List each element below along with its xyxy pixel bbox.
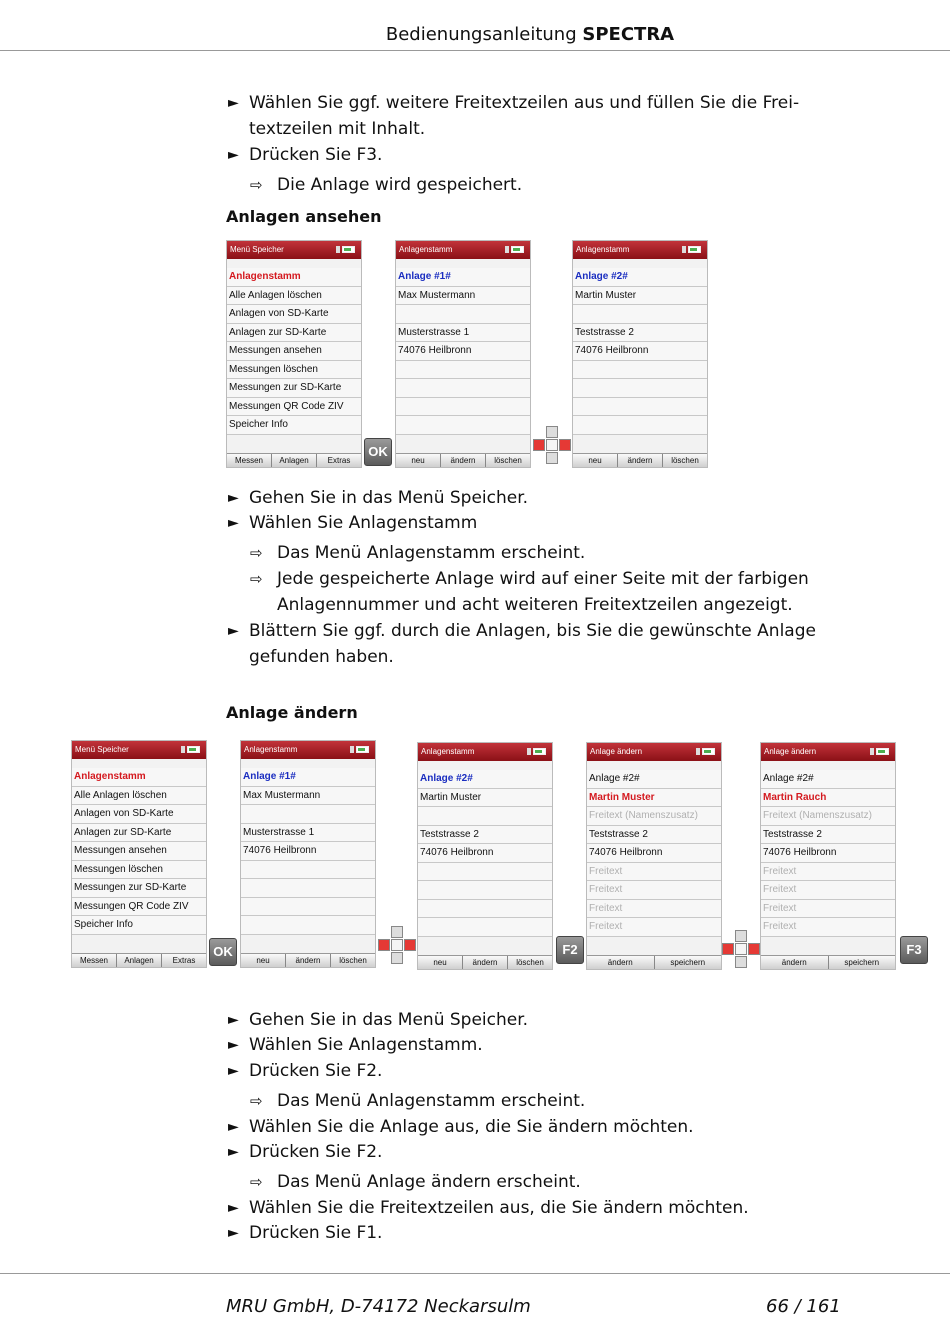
list-item: Anlage #2# (761, 770, 895, 789)
softkey-label: Anlagen (272, 454, 317, 467)
softkey-label: ändern (761, 956, 829, 969)
list-item: Anlage #1# (396, 268, 530, 287)
list-item: Max Mustermann (396, 287, 530, 306)
screen-title-text: Anlagenstamm (399, 245, 453, 254)
list-item: 74076 Heilbronn (418, 844, 552, 863)
list-item: Freitext (761, 881, 895, 900)
header-title: Bedienungsanleitung SPECTRA (385, 24, 675, 45)
dpad-icon (722, 930, 760, 968)
screen-anlagenstamm-2 (572, 240, 708, 468)
ok-key-icon: OK (364, 438, 392, 466)
instruction-step (228, 1058, 828, 1084)
list-item: 74076 Heilbronn (761, 844, 895, 863)
list-item: Messungen löschen (227, 361, 361, 380)
instruction-step (228, 1007, 828, 1033)
list-item (241, 805, 375, 824)
signal-icon (350, 746, 354, 753)
instruction-result (250, 1169, 830, 1195)
battery-icon (702, 748, 715, 755)
signal-icon (181, 746, 185, 753)
softkey-label: Messen (72, 954, 117, 967)
step-text: Die Anlage wird gespeichert. (277, 175, 523, 195)
screen-title (241, 741, 375, 759)
softkey-label: ändern (441, 454, 486, 467)
list-item: Anlage #1# (241, 768, 375, 787)
screen-title (72, 741, 206, 759)
list-item (573, 305, 707, 324)
list-item (418, 863, 552, 882)
triangle-right-icon: ► (228, 95, 239, 111)
list-item (396, 416, 530, 435)
list-item: Anlage #2# (418, 770, 552, 789)
step-text: Wählen Sie die Anlage aus, die Sie ändern möchten. (249, 1117, 694, 1137)
softkey-bar (573, 453, 707, 467)
screen-title-text: Anlagenstamm (421, 747, 475, 756)
screen-list (241, 768, 375, 935)
softkey-label: ändern (618, 454, 663, 467)
softkey-bar (761, 955, 895, 969)
step-text: Wählen Sie ggf. weitere Freitextzeilen aus und füllen Sie die Frei-textzeilen mit Inhalt. (249, 93, 800, 139)
softkey-label: neu (396, 454, 441, 467)
signal-icon (336, 246, 340, 253)
triangle-right-icon: ► (228, 1225, 239, 1241)
list-item: 74076 Heilbronn (587, 844, 721, 863)
step-text: Das Menü Anlagenstamm erscheint. (277, 1091, 586, 1111)
signal-icon (527, 748, 531, 755)
list-item (418, 900, 552, 919)
signal-icon (696, 748, 700, 755)
list-item: Musterstrasse 1 (241, 824, 375, 843)
footer-page-number: 66 / 161 (766, 1296, 841, 1317)
instruction-result (250, 172, 830, 198)
list-item (418, 807, 552, 826)
instruction-result (250, 566, 830, 618)
softkey-label: löschen (494, 456, 522, 465)
list-item: Messungen zur SD-Karte (72, 879, 206, 898)
list-item: Anlagen von SD-Karte (72, 805, 206, 824)
softkey-bar (72, 953, 206, 967)
step-text: Wählen Sie Anlagenstamm (249, 513, 478, 533)
screen-list (227, 268, 361, 435)
step-text: Das Menü Anlage ändern erscheint. (277, 1172, 581, 1192)
softkey-label: ändern (587, 956, 655, 969)
softkey-bar (241, 953, 375, 967)
list-item: 74076 Heilbronn (396, 342, 530, 361)
softkey-label: Anlagen (117, 954, 162, 967)
list-item: Freitext (587, 900, 721, 919)
battery-icon (356, 746, 369, 753)
list-item: Martin Muster (573, 287, 707, 306)
triangle-right-icon: ► (228, 1119, 239, 1135)
arrow-right-outline-icon: ⇨ (250, 1092, 263, 1110)
list-item: Freitext (Namenszusatz) (587, 807, 721, 826)
screen-title-text: Anlagenstamm (576, 245, 630, 254)
softkey-bar (587, 955, 721, 969)
list-item: Anlagenstamm (227, 268, 361, 287)
list-item: Messungen zur SD-Karte (227, 379, 361, 398)
screen-anlagenstamm-2b (417, 742, 553, 970)
list-item: Teststrasse 2 (573, 324, 707, 343)
list-item: Freitext (587, 881, 721, 900)
list-item (396, 361, 530, 380)
screen-title-text: Anlage ändern (764, 747, 817, 756)
list-item: Max Mustermann (241, 787, 375, 806)
list-item: Anlagenstamm (72, 768, 206, 787)
instruction-step (228, 90, 828, 142)
list-item: Anlagen von SD-Karte (227, 305, 361, 324)
softkey-label: Extras (172, 956, 196, 965)
softkey-bar (227, 453, 361, 467)
softkey-label: Messen (227, 454, 272, 467)
softkey-label: löschen (516, 958, 544, 967)
list-item: Freitext (761, 863, 895, 882)
step-text: Gehen Sie in das Menü Speicher. (249, 1010, 529, 1030)
list-item (241, 898, 375, 917)
list-item: Freitext (587, 918, 721, 937)
list-item: 74076 Heilbronn (241, 842, 375, 861)
screen-title-text: Menü Speicher (75, 745, 129, 754)
instruction-step (228, 1220, 828, 1246)
softkey-label: löschen (671, 456, 699, 465)
triangle-right-icon: ► (228, 623, 239, 639)
list-item: 74076 Heilbronn (573, 342, 707, 361)
list-item: Anlagen zur SD-Karte (227, 324, 361, 343)
softkey-bar (396, 453, 530, 467)
softkey-label: neu (418, 956, 463, 969)
instruction-step (228, 1139, 828, 1165)
screen-title (227, 241, 361, 259)
triangle-right-icon: ► (228, 147, 239, 163)
step-text: Gehen Sie in das Menü Speicher. (249, 488, 529, 508)
signal-icon (505, 246, 509, 253)
dpad-icon (533, 426, 571, 464)
list-item: Alle Anlagen löschen (72, 787, 206, 806)
list-item: Freitext (761, 900, 895, 919)
instruction-step (228, 1114, 828, 1140)
list-item: Teststrasse 2 (587, 826, 721, 845)
battery-icon (511, 246, 524, 253)
list-item: Messungen QR Code ZIV (227, 398, 361, 417)
battery-icon (688, 246, 701, 253)
list-item: Speicher Info (227, 416, 361, 435)
f3-key-icon: F3 (900, 936, 928, 964)
triangle-right-icon: ► (228, 1063, 239, 1079)
softkey-label: Extras (327, 456, 351, 465)
list-item: Teststrasse 2 (761, 826, 895, 845)
step-text: Drücken Sie F1. (249, 1223, 383, 1243)
page-header (0, 0, 950, 52)
arrow-right-outline-icon: ⇨ (250, 544, 263, 562)
screen-anlagenstamm-1b (240, 740, 376, 968)
triangle-right-icon: ► (228, 515, 239, 531)
list-item (573, 416, 707, 435)
list-item (396, 305, 530, 324)
screen-title-text: Menü Speicher (230, 245, 284, 254)
instruction-step (228, 1195, 828, 1221)
signal-icon (682, 246, 686, 253)
list-item (418, 881, 552, 900)
softkey-label: speichern (844, 958, 880, 967)
screen-menu-speicher-2 (71, 740, 207, 968)
softkey-label: speichern (670, 958, 706, 967)
list-item: Martin Muster (418, 789, 552, 808)
list-item: Freitext (761, 918, 895, 937)
step-text: Drücken Sie F3. (249, 145, 383, 165)
battery-icon (187, 746, 200, 753)
header-divider (0, 50, 950, 51)
list-item (573, 361, 707, 380)
step-text: Wählen Sie die Freitextzeilen aus, die Sie ändern möchten. (249, 1198, 749, 1218)
list-item: Martin Rauch (761, 789, 895, 808)
step-text: Drücken Sie F2. (249, 1142, 383, 1162)
screen-list (587, 770, 721, 937)
softkey-label: neu (241, 954, 286, 967)
screen-anlage-aendern-2 (760, 742, 896, 970)
screen-anlagenstamm-1 (395, 240, 531, 468)
list-item: Teststrasse 2 (418, 826, 552, 845)
list-item (396, 379, 530, 398)
softkey-label: ändern (286, 954, 331, 967)
screen-list (418, 770, 552, 937)
battery-icon (876, 748, 889, 755)
list-item (573, 398, 707, 417)
softkey-label: neu (573, 454, 618, 467)
list-item (396, 398, 530, 417)
instruction-result (250, 540, 830, 566)
dpad-icon (378, 926, 416, 964)
instruction-step (228, 1032, 828, 1058)
arrow-right-outline-icon: ⇨ (250, 570, 263, 588)
list-item: Messungen ansehen (227, 342, 361, 361)
section-title-anlage-aendern: Anlage ändern (226, 703, 358, 722)
softkey-label: löschen (339, 956, 367, 965)
screen-title-text: Anlagenstamm (244, 745, 298, 754)
step-text: Das Menü Anlagenstamm erscheint. (277, 543, 586, 563)
triangle-right-icon: ► (228, 490, 239, 506)
screen-list (761, 770, 895, 937)
instruction-result (250, 1088, 830, 1114)
step-text: Jede gespeicherte Anlage wird auf einer Seite mit der farbigen Anlagennummer und acht weiteren Freitextzeilen angezeigt. (277, 569, 809, 615)
screen-menu-speicher (226, 240, 362, 468)
list-item: Messungen löschen (72, 861, 206, 880)
list-item (241, 861, 375, 880)
instruction-step (228, 485, 828, 511)
list-item: Musterstrasse 1 (396, 324, 530, 343)
list-item (241, 879, 375, 898)
list-item: Alle Anlagen löschen (227, 287, 361, 306)
battery-icon (342, 246, 355, 253)
screen-list (72, 768, 206, 935)
list-item: Anlage #2# (587, 770, 721, 789)
list-item: Anlagen zur SD-Karte (72, 824, 206, 843)
screen-title (396, 241, 530, 259)
softkey-label: ändern (463, 956, 508, 969)
list-item: Messungen QR Code ZIV (72, 898, 206, 917)
footer-divider (0, 1273, 950, 1274)
step-text: Wählen Sie Anlagenstamm. (249, 1035, 483, 1055)
screen-list (573, 268, 707, 435)
instruction-step (228, 618, 828, 670)
triangle-right-icon: ► (228, 1012, 239, 1028)
screen-title (573, 241, 707, 259)
screen-title (587, 743, 721, 761)
f2-key-icon: F2 (556, 936, 584, 964)
triangle-right-icon: ► (228, 1037, 239, 1053)
triangle-right-icon: ► (228, 1144, 239, 1160)
screen-title (418, 743, 552, 761)
list-item: Messungen ansehen (72, 842, 206, 861)
list-item: Freitext (587, 863, 721, 882)
list-item: Freitext (Namenszusatz) (761, 807, 895, 826)
instruction-step (228, 142, 828, 168)
ok-key-icon: OK (209, 938, 237, 966)
screen-title-text: Anlage ändern (590, 747, 643, 756)
step-text: Drücken Sie F2. (249, 1061, 383, 1081)
screen-anlage-aendern-1 (586, 742, 722, 970)
triangle-right-icon: ► (228, 1200, 239, 1216)
signal-icon (870, 748, 874, 755)
step-text: Blättern Sie ggf. durch die Anlagen, bis Sie die gewünschte Anlage gefunden haben. (249, 621, 816, 667)
screen-list (396, 268, 530, 435)
battery-icon (533, 748, 546, 755)
list-item (573, 379, 707, 398)
footer-company: MRU GmbH, D-74172 Neckarsulm (226, 1296, 531, 1317)
screen-title (761, 743, 895, 761)
list-item: Martin Muster (587, 789, 721, 808)
list-item: Speicher Info (72, 916, 206, 935)
instruction-step (228, 510, 828, 536)
section-title-anlagen-ansehen: Anlagen ansehen (226, 207, 382, 226)
list-item (418, 918, 552, 937)
arrow-right-outline-icon: ⇨ (250, 176, 263, 194)
list-item (241, 916, 375, 935)
list-item: Anlage #2# (573, 268, 707, 287)
softkey-bar (418, 955, 552, 969)
arrow-right-outline-icon: ⇨ (250, 1173, 263, 1191)
